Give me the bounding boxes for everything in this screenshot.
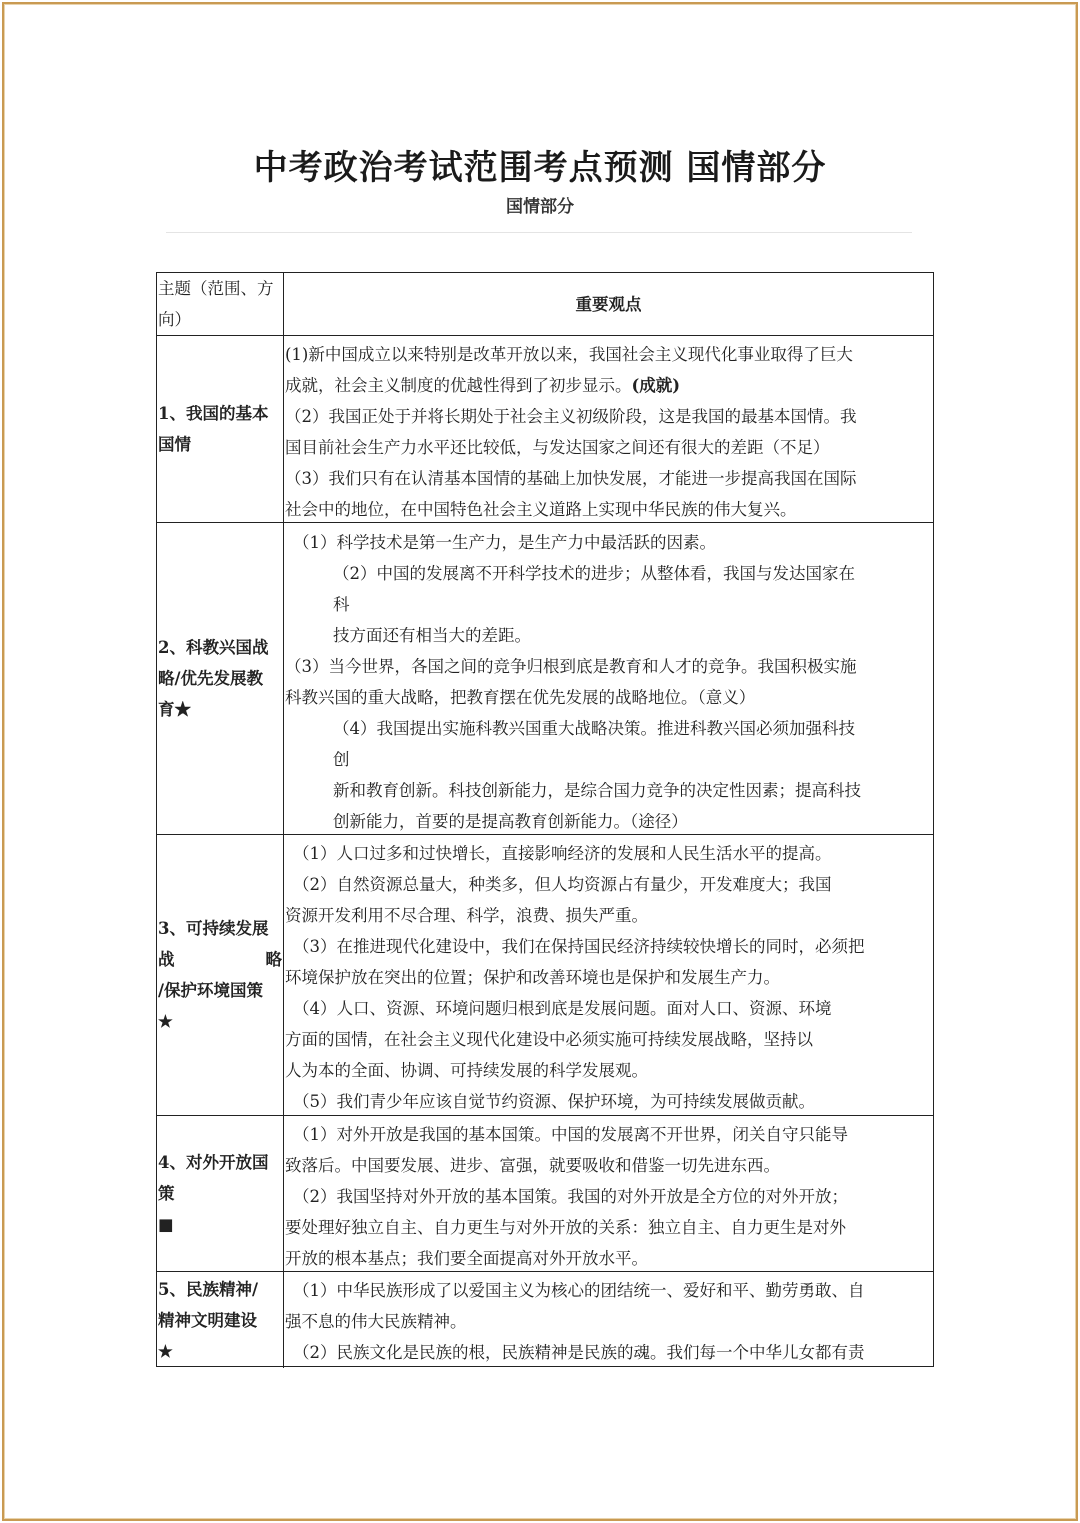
points-cell: （1）对外开放是我国的基本国策。中国的发展离不开世界，闭关自守只能导 致落后。中国要发展、进步、富强，就要吸收和借鉴一切先进东西。 （2）我国坚持对外开放的基本国策。我国的对外开放是全方位的对外开放； 要处理好独立自主、自力更生与对外开放的关系：独立自主、自力更生是对外 开放的根本基点；我们要全面提高对外开放水平。 — [285, 1125, 848, 1268]
points-cell: (1)新中国成立以来特别是改革开放以来，我国社会主义现代化事业取得了巨大 成就，社会主义制度的优越性得到了初步显示。(成就) （2）我国正处于并将长期处于社会主义初级阶段，这是我国的最基本国情。我 国目前社会生产力水平还比较低，与发达国家之间还有很大的差距（不足） （3）我们只有在认清基本国情的基础上加快发展，才能进一步提高我国在国际 社会中的地位，在中国特色社会主义道路上实现中华民族的伟大复兴。 — [285, 345, 857, 519]
topic-cell: 3、可持续发展 战 略 /保护环境国策 ★ — [157, 835, 284, 1115]
points-cell: （1）中华民族形成了以爱国主义为核心的团结统一、爱好和平、勤劳勇敢、自 强不息的伟大民族精神。 （2）民族文化是民族的根，民族精神是民族的魂。我们每一个中华儿女都有责 — [285, 1281, 865, 1362]
page-title: 中考政治考试范围考点预测 国情部分 — [253, 148, 827, 188]
table-header-row — [157, 273, 933, 336]
points-cell: （1）科学技术是第一生产力，是生产力中最活跃的因素。 （2）中国的发展离不开科学技术的进步；从整体看，我国与发达国家在 科 技方面还有相当大的差距。 （3）当今世界，各国之间的竞争归根到底是教育和人才的竞争。我国积极实施 科教兴国的重大战略，把教育摆在优先发展的战略地位。（意义） （4）我国提出实施科教兴国重大战略决策。推进科教兴国必须加强科技 创 新和教育创新。科技创新能力，是综合国力竞争的决定性因素；提高科技 创新能力，首要的是提高教育创新能力。（途径） — [285, 533, 861, 831]
topic-cell: 5、民族精神/ 精神文明建设 ★ — [157, 1272, 284, 1368]
topic-cell: 4、对外开放国 策 ■ — [157, 1116, 284, 1271]
points-cell: （1）人口过多和过快增长，直接影响经济的发展和人民生活水平的提高。 （2）自然资源总量大，种类多，但人均资源占有量少，开发难度大；我国 资源开发利用不尽合理、科学，浪费、损失严重。 （3）在推进现代化建设中，我们在保持国民经济持续较快增长的同时，必须把 环境保护放在突出的位置；保护和改善环境也是保护和发展生产力。 （4）人口、资源、环境问题归根到底是发展问题。面对人口、资源、环境 方面的国情，在社会主义现代化建设中必须实施可持续发展战略，坚持以 人为本的全面、协调、可持续发展的科学发展观。 （5）我们青少年应该自觉节约资源、保护环境，为可持续发展做贡献。 — [285, 844, 865, 1111]
topic-cell: 2、科教兴国战 略/优先发展教 育★ — [157, 523, 284, 834]
header-topic-cell: 主题（范围、方 向） — [157, 273, 284, 335]
table-row — [157, 1116, 933, 1272]
page-subtitle: 国情部分 — [506, 197, 574, 217]
table-row — [157, 835, 933, 1116]
table-row — [157, 1272, 933, 1368]
topic-cell: 1、我国的基本 国情 — [157, 336, 284, 522]
national-conditions-table — [156, 272, 934, 1367]
table-row — [157, 523, 933, 835]
tag-achievement: (成就) — [631, 376, 681, 395]
header-points-cell: 重要观点 — [575, 294, 642, 314]
table-row — [157, 336, 933, 523]
title-divider — [166, 232, 912, 233]
